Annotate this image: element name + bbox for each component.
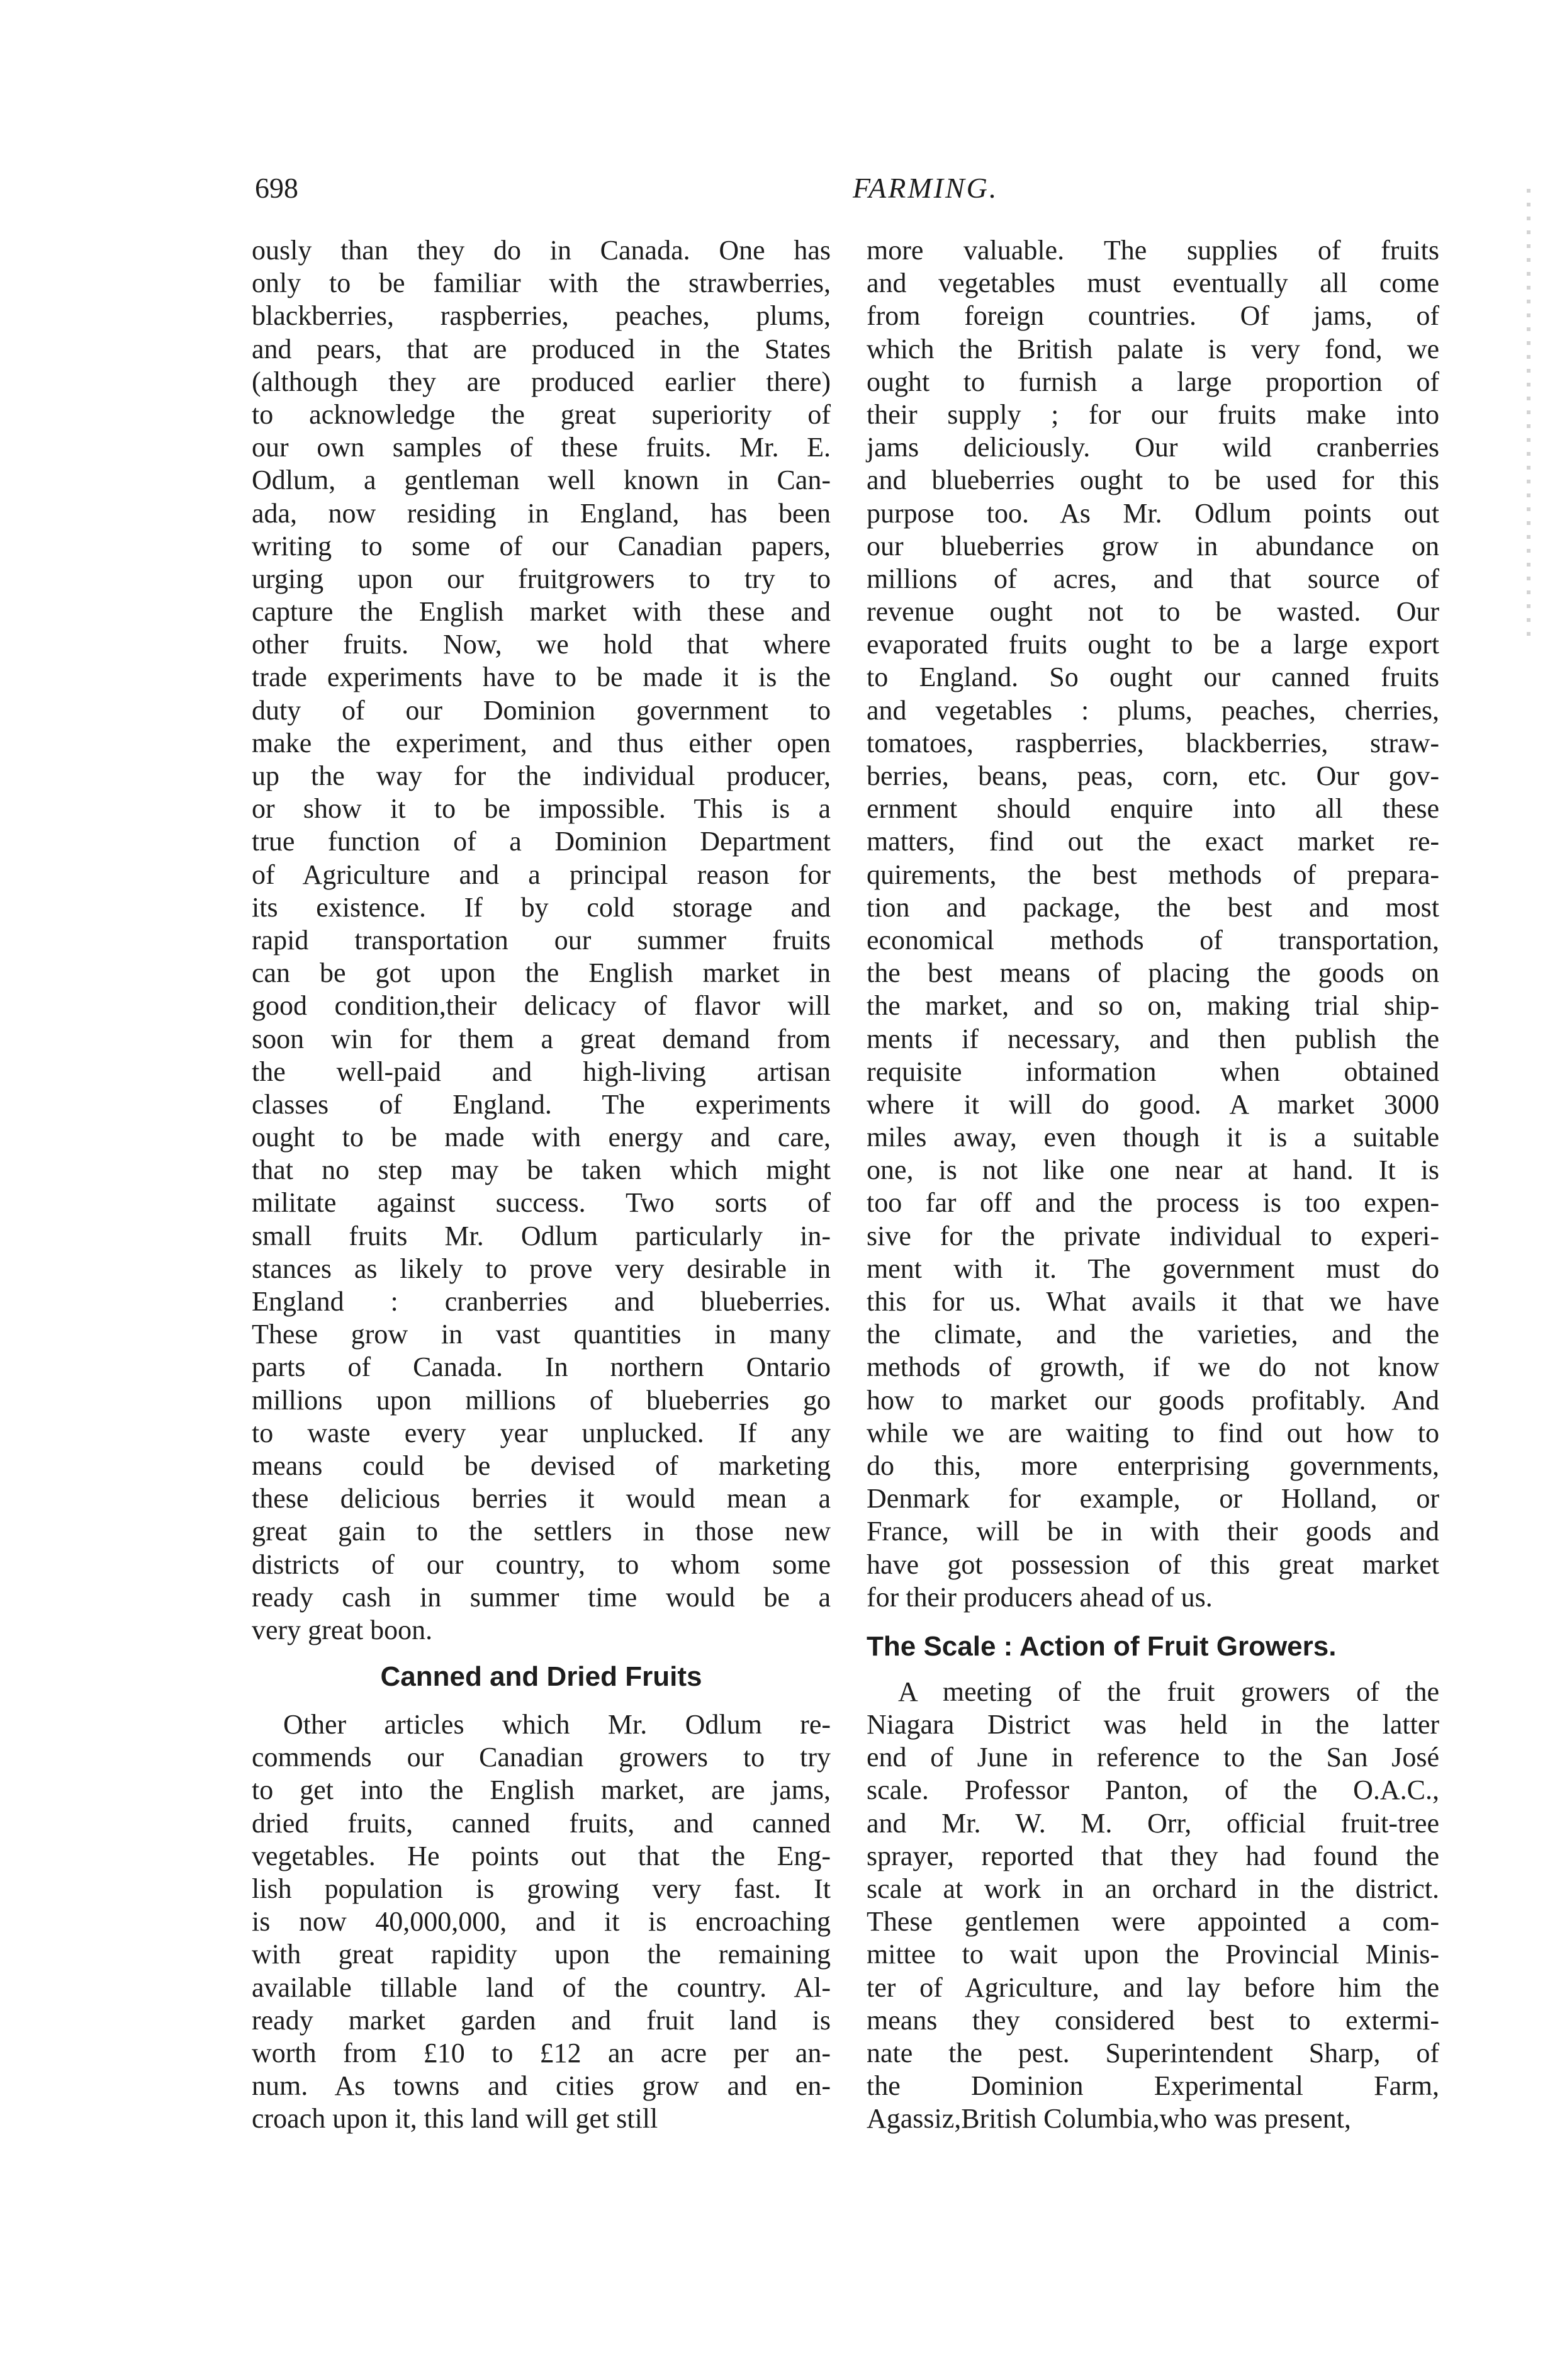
text-line: ter of Agriculture, and lay before him the <box>867 1971 1439 2003</box>
text-line: purpose too. As Mr. Odlum points out <box>867 497 1439 529</box>
section-heading-scale-action: The Scale : Action of Fruit Growers. <box>867 1630 1337 1662</box>
text-line: millions of acres, and that source of <box>867 563 1439 594</box>
text-line: ously than they do in Canada. One has <box>252 235 831 266</box>
text-line: parts of Canada. In northern Ontario <box>252 1351 831 1383</box>
text-line: our own samples of these fruits. Mr. E. <box>252 432 831 463</box>
text-line: Niagara District was held in the latter <box>867 1709 1439 1740</box>
text-line: trade experiments have to be made it is the <box>252 662 831 693</box>
text-line: and blueberries ought to be used for this <box>867 465 1439 496</box>
text-line: its existence. If by cold storage and <box>252 891 831 923</box>
text-line: commends our Canadian growers to try <box>252 1742 831 1773</box>
text-line: that no step may be taken which might <box>252 1154 831 1186</box>
right-article-continued <box>867 234 1439 1614</box>
text-line: from foreign countries. Of jams, of <box>867 300 1439 332</box>
text-line: can be got upon the English market in <box>252 957 831 989</box>
text-line: districts of our country, to whom some <box>252 1548 831 1580</box>
text-line: miles away, even though it is a suitable <box>867 1122 1439 1153</box>
text-line: good condition,their delicacy of flavor will <box>252 990 831 1022</box>
right-column <box>867 234 1439 2136</box>
text-line: how to market our goods profitably. And <box>867 1384 1439 1416</box>
text-line: small fruits Mr. Odlum particularly in- <box>252 1220 831 1251</box>
text-line: These gentlemen were appointed a com- <box>867 1906 1439 1937</box>
text-line: sive for the private individual to experi- <box>867 1220 1439 1251</box>
text-line: is now 40,000,000, and it is encroaching <box>252 1906 831 1937</box>
text-line: and pears, that are produced in the States <box>252 333 831 364</box>
text-line: worth from £10 to £12 an acre per an- <box>252 2037 831 2068</box>
text-line: ready market garden and fruit land is <box>252 2004 831 2036</box>
text-line: nate the pest. Superintendent Sharp, of <box>867 2037 1439 2068</box>
text-line: blackberries, raspberries, peaches, plums, <box>252 300 831 332</box>
text-line: jams deliciously. Our wild cranberries <box>867 432 1439 463</box>
text-line: Other articles which Mr. Odlum re- <box>283 1709 831 1740</box>
text-line: to get into the English market, are jams, <box>252 1774 831 1806</box>
text-line: capture the English market with these and <box>252 596 831 628</box>
text-line: economical methods of transportation, <box>867 924 1439 956</box>
text-line: one, is not like one near at hand. It is <box>867 1154 1439 1186</box>
text-line: make the experiment, and thus either open <box>252 727 831 759</box>
text-line: ought to be made with energy and care, <box>252 1122 831 1153</box>
text-line: other fruits. Now, we hold that where <box>252 629 831 660</box>
scan-edge-mark <box>1527 189 1530 642</box>
text-line: very great boon. <box>252 1614 433 1645</box>
text-line: do this, more enterprising governments, <box>867 1450 1439 1481</box>
text-line: ernment should enquire into all these <box>867 793 1439 825</box>
text-line: the Dominion Experimental Farm, <box>867 2070 1439 2102</box>
text-line: requisite information when obtained <box>867 1056 1439 1087</box>
text-line: mittee to wait upon the Provincial Minis- <box>867 1939 1439 1970</box>
scale-action-body <box>867 1676 1439 2136</box>
left-article-continued <box>252 234 831 1647</box>
text-line: ada, now residing in England, has been <box>252 497 831 529</box>
text-line: sprayer, reported that they had found the <box>867 1840 1439 1871</box>
page-header <box>255 171 1438 215</box>
text-line: while we are waiting to find out how to <box>867 1417 1439 1448</box>
text-line: militate against success. Two sorts of <box>252 1187 831 1219</box>
text-line: ment with it. The government must do <box>867 1253 1439 1284</box>
text-line: these delicious berries it would mean a <box>252 1483 831 1514</box>
text-line: France, will be in with their goods and <box>867 1516 1439 1547</box>
text-line: millions upon millions of blueberries go <box>252 1384 831 1416</box>
text-line: more valuable. The supplies of fruits <box>867 235 1439 266</box>
text-line: great gain to the settlers in those new <box>252 1516 831 1547</box>
text-line: stances as likely to prove very desirable in <box>252 1253 831 1284</box>
page-number: 698 <box>255 172 298 204</box>
text-line: to waste every year unplucked. If any <box>252 1417 831 1448</box>
text-line: means they considered best to extermi- <box>867 2004 1439 2036</box>
text-line: of Agriculture and a principal reason for <box>252 859 831 890</box>
text-line: ments if necessary, and then publish the <box>867 1023 1439 1054</box>
text-line: Agassiz,British Columbia,who was present, <box>867 2103 1351 2135</box>
text-line: croach upon it, this land will get still <box>252 2103 658 2135</box>
canned-dried-fruits-body <box>252 1708 831 2135</box>
text-line: ready cash in summer time would be a <box>252 1581 831 1613</box>
text-line: methods of growth, if we do not know <box>867 1351 1439 1383</box>
text-line: where it will do good. A market 3000 <box>867 1088 1439 1120</box>
text-line: to acknowledge the great superiority of <box>252 398 831 430</box>
text-line: writing to some of our Canadian papers, <box>252 530 831 561</box>
text-line: ought to furnish a large proportion of <box>867 366 1439 397</box>
text-line: means could be devised of marketing <box>252 1450 831 1481</box>
text-line: too far off and the process is too expen- <box>867 1187 1439 1219</box>
text-line: only to be familiar with the strawberries, <box>252 268 831 299</box>
text-line: classes of England. The experiments <box>252 1088 831 1120</box>
text-line: vegetables. He points out that the Eng- <box>252 1840 831 1871</box>
text-line: available tillable land of the country. Al- <box>252 1971 831 2003</box>
left-column <box>252 234 831 2136</box>
text-line: the climate, and the varieties, and the <box>867 1319 1439 1350</box>
text-line: up the way for the individual producer, <box>252 760 831 791</box>
text-line: matters, find out the exact market re- <box>867 826 1439 857</box>
text-line: soon win for them a great demand from <box>252 1023 831 1054</box>
text-line: which the British palate is very fond, we <box>867 333 1439 364</box>
text-line: true function of a Dominion Department <box>252 826 831 857</box>
text-line: for their producers ahead of us. <box>867 1581 1213 1613</box>
text-line: the well-paid and high-living artisan <box>252 1056 831 1087</box>
text-line: with great rapidity upon the remaining <box>252 1939 831 1970</box>
text-line: quirements, the best methods of prepara- <box>867 859 1439 890</box>
text-line: These grow in vast quantities in many <box>252 1319 831 1350</box>
text-line: or show it to be impossible. This is a <box>252 793 831 825</box>
text-line: urging upon our fruitgrowers to try to <box>252 563 831 594</box>
text-line: berries, beans, peas, corn, etc. Our gov- <box>867 760 1439 791</box>
text-line: this for us. What avails it that we have <box>867 1286 1439 1317</box>
text-line: scale at work in an orchard in the district. <box>867 1873 1439 1904</box>
text-line: evaporated fruits ought to be a large export <box>867 629 1439 660</box>
text-line: (although they are produced earlier there) <box>252 366 831 397</box>
text-line: scale. Professor Panton, of the O.A.C., <box>867 1774 1439 1806</box>
text-line: and vegetables : plums, peaches, cherries, <box>867 694 1439 726</box>
text-line: num. As towns and cities grow and en- <box>252 2070 831 2102</box>
text-line: and Mr. W. M. Orr, official fruit-tree <box>867 1807 1439 1839</box>
text-line: have got possession of this great market <box>867 1548 1439 1580</box>
text-line: Odlum, a gentleman well known in Can- <box>252 465 831 496</box>
text-line: and vegetables must eventually all come <box>867 268 1439 299</box>
text-line: dried fruits, canned fruits, and canned <box>252 1807 831 1839</box>
text-line: tomatoes, raspberries, blackberries, straw- <box>867 727 1439 759</box>
text-line: A meeting of the fruit growers of the <box>898 1676 1439 1707</box>
text-line: rapid transportation our summer fruits <box>252 924 831 956</box>
running-title: FARMING. <box>853 172 999 204</box>
text-line: end of June in reference to the San José <box>867 1742 1439 1773</box>
text-line: tion and package, the best and most <box>867 891 1439 923</box>
text-line: England : cranberries and blueberries. <box>252 1286 831 1317</box>
text-line: our blueberries grow in abundance on <box>867 530 1439 561</box>
text-line: lish population is growing very fast. It <box>252 1873 831 1904</box>
text-line: the market, and so on, making trial ship- <box>867 990 1439 1022</box>
text-line: the best means of placing the goods on <box>867 957 1439 989</box>
text-line: duty of our Dominion government to <box>252 694 831 726</box>
text-line: their supply ; for our fruits make into <box>867 398 1439 430</box>
section-heading-canned-dried-fruits: Canned and Dried Fruits <box>380 1661 702 1693</box>
text-line: Denmark for example, or Holland, or <box>867 1483 1439 1514</box>
text-line: to England. So ought our canned fruits <box>867 662 1439 693</box>
text-line: revenue ought not to be wasted. Our <box>867 596 1439 628</box>
